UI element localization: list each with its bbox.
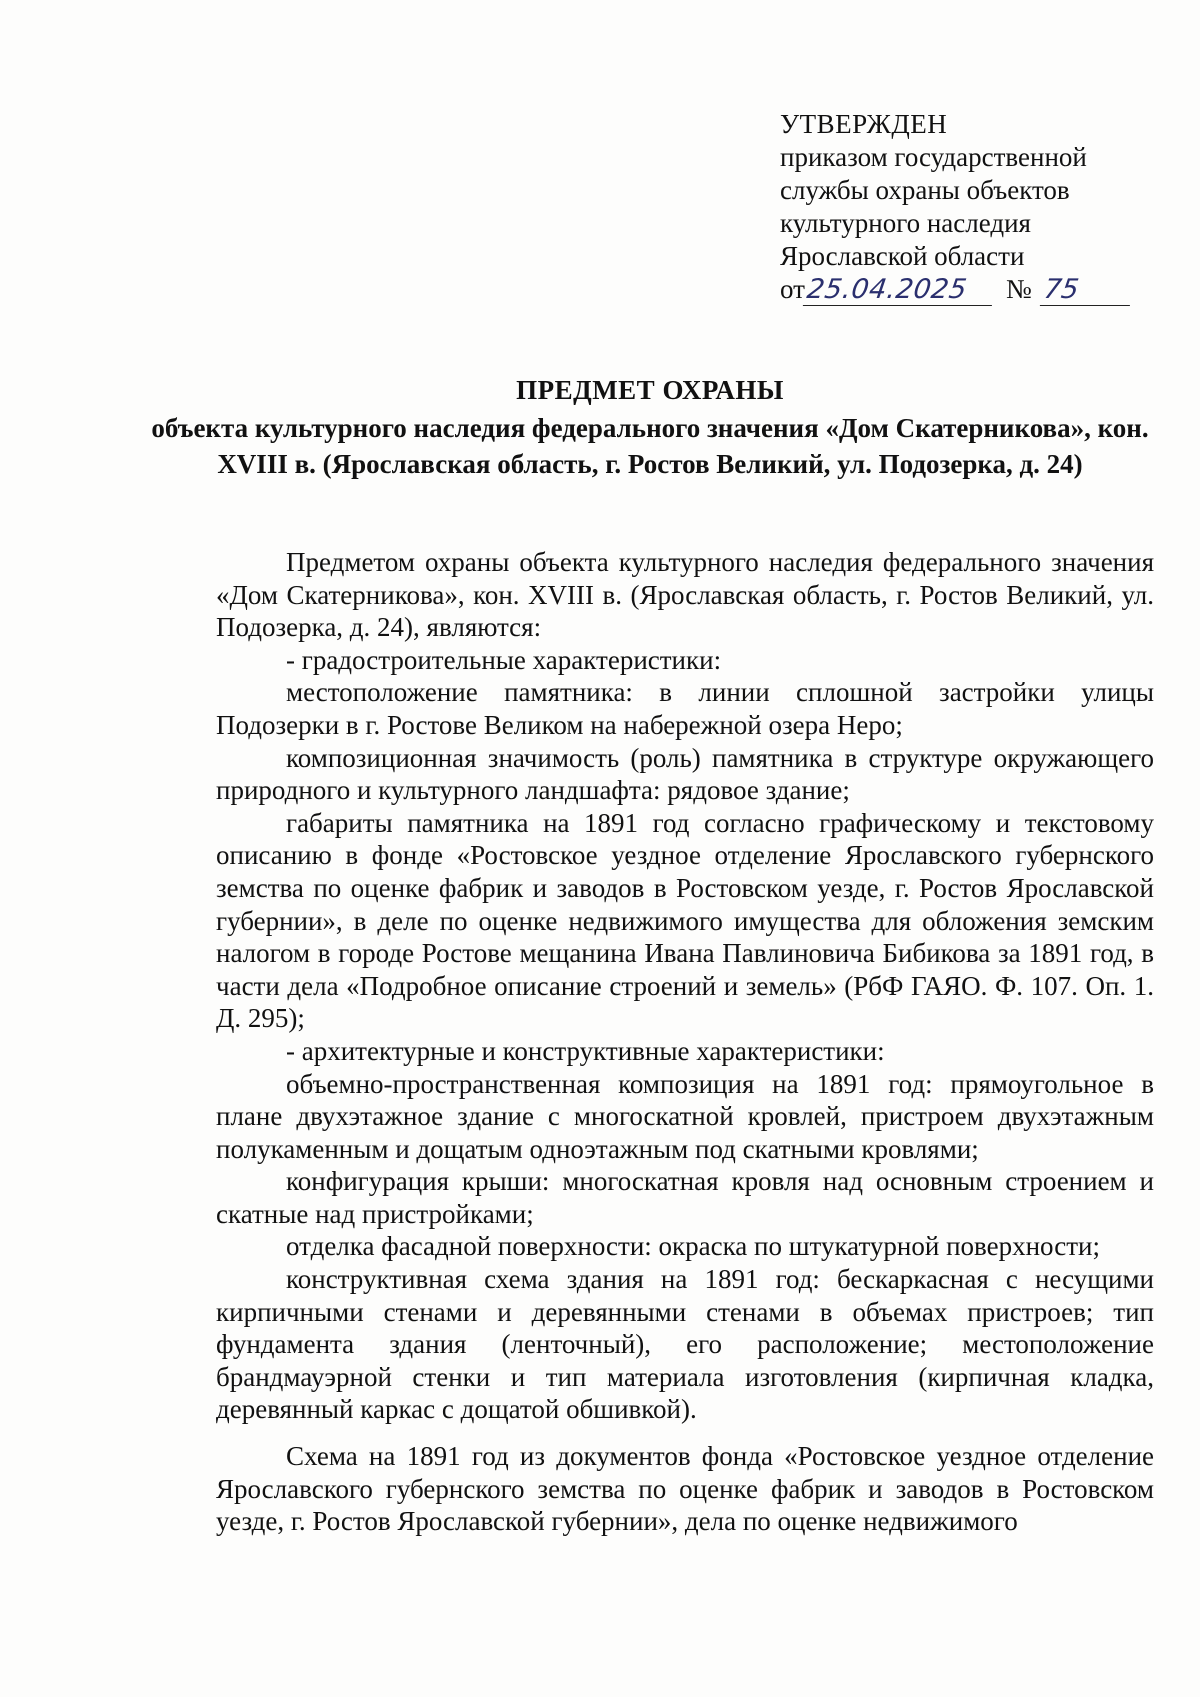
approval-line: культурного наследия xyxy=(780,208,1031,238)
approval-line: приказом государственной xyxy=(780,142,1087,172)
document-body xyxy=(216,546,1154,1538)
title-main: ПРЕДМЕТ ОХРАНЫ xyxy=(516,375,784,405)
body-paragraph: габариты памятника на 1891 год согласно графическому и текстовому описанию в фонде «Ростовское уездное отделение Ярославского губернского земства по оценке фабрик и заводов в Ростовском уезде, г. Ростов Ярославской губернии», в деле по оценке недвижимого имущества для обложения земским налогом в городе Ростове мещанина Ивана Павлиновича Бибикова за 1891 год, в части дела «Подробное описание строений и земель» (РбФ ГАЯО. Ф. 107. Оп. 1. Д. 295); xyxy=(216,807,1154,1034)
approval-heading: УТВЕРЖДЕН xyxy=(780,109,948,139)
handwritten-number: 75 xyxy=(1040,275,1134,306)
body-paragraph: Схема на 1891 год из документов фонда «Ростовское уездное отделение Ярославского губернского земства по оценке фабрик и заводов в Ростовском уезде, г. Ростов Ярославской губернии», дела по оценке недвижимого xyxy=(216,1441,1154,1537)
body-paragraph: Предметом охраны объекта культурного наследия федерального значения «Дом Скатерникова», кон. XVIII в. (Ярославская область, г. Ростов Великий, ул. Подозерка, д. 24), являются: xyxy=(216,547,1154,643)
body-paragraph: конфигурация крыши: многоскатная кровля над основным строением и скатные над пристройками; xyxy=(216,1166,1154,1229)
body-paragraph: объемно-пространственная композиция на 1891 год: прямоугольное в плане двухэтажное здание с многоскатной кровлей, пристроем двухэтажным полукаменным и дощатым одноэтажным под скатными кровлями; xyxy=(216,1068,1154,1164)
order-reference xyxy=(780,273,1140,306)
body-paragraph: - архитектурные и конструктивные характеристики: xyxy=(286,1035,885,1066)
title-subtitle: объекта культурного наследия федерального значения «Дом Скатерникова», кон. XVIII в. (Ярославская область, г. Ростов Великий, ул. Подозерка, д. 24) xyxy=(151,413,1149,479)
approval-block xyxy=(780,108,1140,306)
approval-line: Ярославской области xyxy=(780,241,1025,271)
body-paragraph: композиционная значимость (роль) памятника в структуре окружающего природного и культурного ландшафта: рядовое здание; xyxy=(216,742,1154,806)
handwritten-date: 25.04.2025 xyxy=(803,275,996,306)
document-title xyxy=(150,372,1150,482)
body-paragraph: - градостроительные характеристики: xyxy=(286,644,722,675)
body-paragraph: конструктивная схема здания на 1891 год: бескаркасная с несущими кирпичными стенами и деревянными стенами в объемах пристроев; тип фундамента здания (ленточный), его расположение; местоположение брандмауэрной стенки и тип материала изготовления (кирпичная кладка, деревянный каркас с дощатой обшивкой). xyxy=(216,1264,1154,1425)
date-prefix: от xyxy=(780,274,805,304)
body-paragraph: местоположение памятника: в линии сплошной застройки улицы Подозерки в г. Ростове Великом на набережной озера Неро; xyxy=(216,677,1154,740)
number-sign: № xyxy=(1005,274,1032,304)
approval-line: службы охраны объектов xyxy=(780,175,1070,205)
body-paragraph: отделка фасадной поверхности: окраска по штукатурной поверхности; xyxy=(286,1231,1100,1262)
